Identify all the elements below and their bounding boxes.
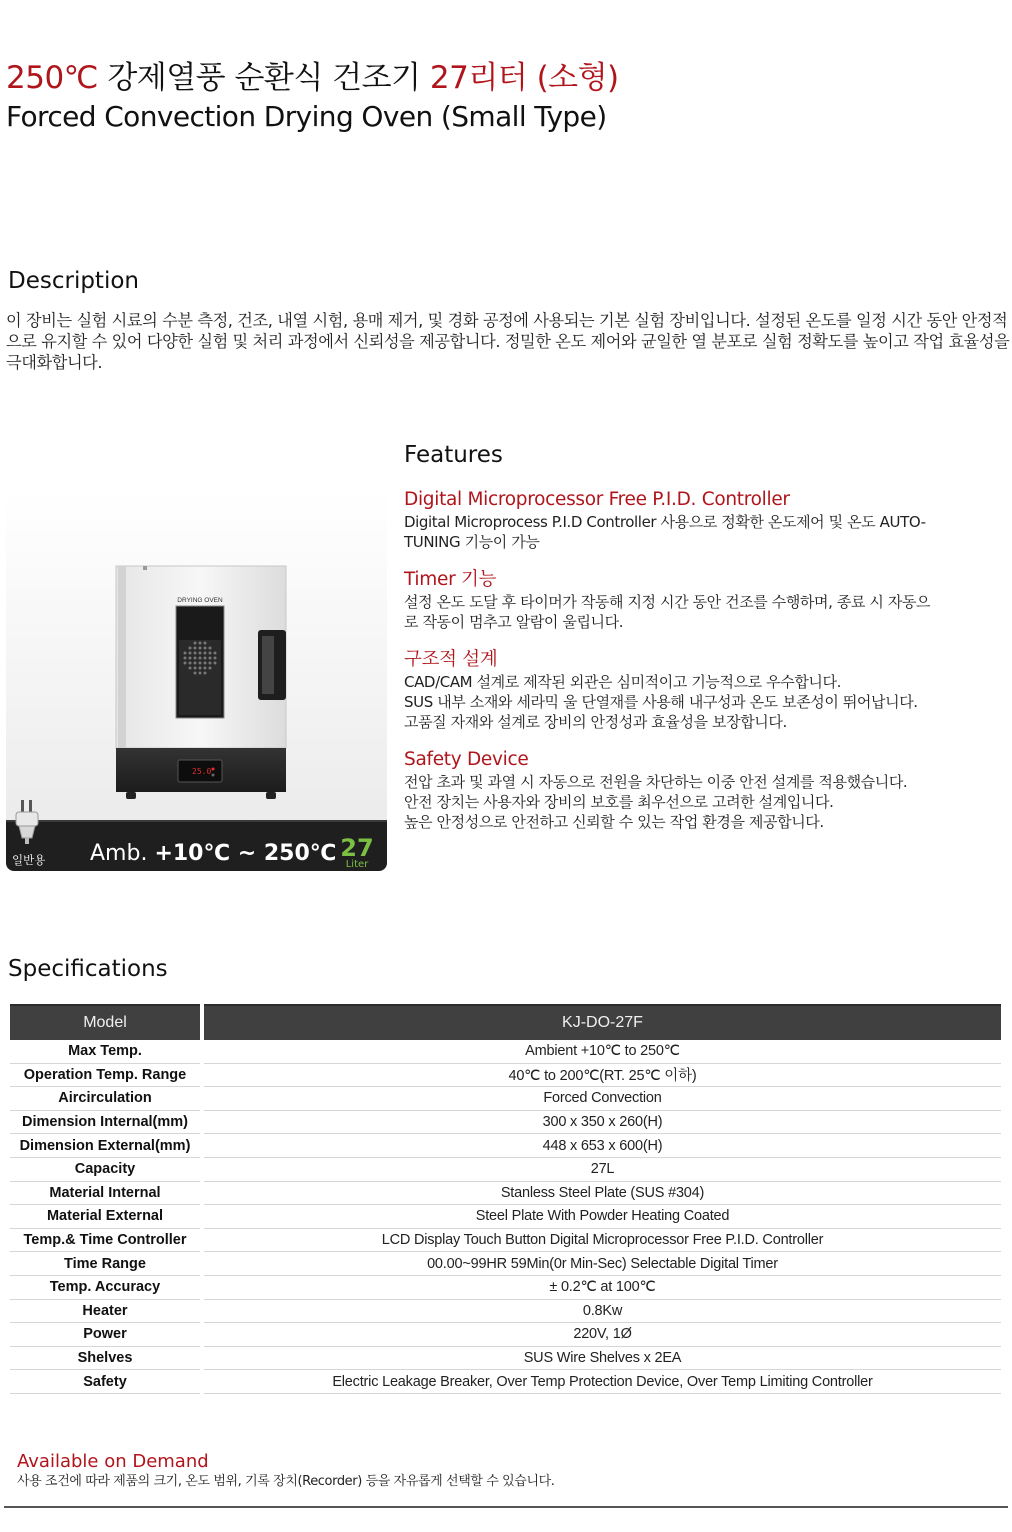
window-dot [199, 662, 202, 665]
window-dot [209, 657, 212, 660]
window-dot [184, 657, 187, 660]
oven-label: DRYING OVEN [177, 597, 223, 604]
spec-value: LCD Display Touch Button Digital Microprocessor Free P.I.D. Controller [204, 1229, 1001, 1253]
window-dot [194, 657, 197, 660]
spec-value: 00.00~99HR 59Min(0r Min-Sec) Selectable Digital Timer [204, 1252, 1001, 1276]
feature-title: 구조적 설계 [404, 649, 498, 670]
specifications-heading: Specifications [8, 956, 168, 982]
feature-line: SUS 내부 소재와 세라믹 울 단열재를 사용해 내구성과 온도 보존성이 뛰어납니다. [404, 693, 918, 711]
window-dot [194, 652, 197, 655]
feature-line: Digital Microprocess P.I.D Controller 사용으로 정확한 온도제어 및 온도 AUTO- [404, 513, 926, 531]
table-row [10, 1300, 1001, 1324]
page-title-korean [6, 56, 619, 100]
window-dot [204, 657, 207, 660]
temp-range-prefix: Amb. [90, 841, 155, 866]
window-dot [194, 642, 197, 645]
feature-title: Safety Device [404, 749, 529, 770]
spec-label: Operation Temp. Range [10, 1064, 200, 1088]
window-dot [194, 647, 197, 650]
spec-value: 40℃ to 200℃(RT. 25℃ 이하) [204, 1064, 1001, 1088]
spec-value: Ambient +10℃ to 250℃ [204, 1040, 1001, 1064]
spec-value: 0.8Kw [204, 1300, 1001, 1324]
window-dot [199, 647, 202, 650]
table-row [10, 1252, 1001, 1276]
table-row [10, 1064, 1001, 1088]
window-dot [214, 662, 217, 665]
spec-label: Temp.& Time Controller [10, 1229, 200, 1253]
spec-value: 448 x 653 x 600(H) [204, 1134, 1001, 1158]
window-dot [204, 647, 207, 650]
window-dot [214, 652, 217, 655]
window-dot [199, 672, 202, 675]
window-dot [199, 657, 202, 660]
feature-item [404, 748, 1004, 832]
table-row [10, 1087, 1001, 1111]
window-dot [199, 667, 202, 670]
table-header-row [10, 1004, 1001, 1040]
window-dot [189, 652, 192, 655]
window-dot [194, 662, 197, 665]
spec-value: 220V, 1Ø [204, 1323, 1001, 1347]
description-heading: Description [8, 268, 139, 294]
window-dot [194, 672, 197, 675]
window-dot [199, 642, 202, 645]
window-dot [194, 667, 197, 670]
window-dot [209, 662, 212, 665]
feature-item [404, 648, 1004, 732]
spec-label: Material External [10, 1205, 200, 1229]
feature-line: 설정 온도 도달 후 타이머가 작동해 지정 시간 동안 건조를 수행하며, 종료 시 자동으 [404, 593, 931, 611]
spec-label: Safety [10, 1370, 200, 1394]
feature-line: CAD/CAM 설계로 제작된 외관은 심미적이고 기능적으로 우수합니다. [404, 673, 841, 691]
spec-label: Capacity [10, 1158, 200, 1182]
table-row [10, 1158, 1001, 1182]
temp-range-text [90, 841, 336, 866]
feature-line: TUNING 기능이 가능 [404, 533, 540, 551]
feature-title: Timer 기능 [404, 569, 497, 590]
feature-line: 안전 장치는 사용자와 장비의 보호를 최우선으로 고려한 설계입니다. [404, 793, 834, 811]
table-row [10, 1205, 1001, 1229]
title-main: 강제열풍 순환식 건조기 [97, 60, 430, 96]
capacity-unit: Liter [345, 859, 369, 870]
feature-line: 로 작동이 멈추고 알람이 울립니다. [404, 613, 624, 631]
table-row [10, 1040, 1001, 1064]
feature-line: 전압 초과 및 과열 시 자동으로 전원을 차단하는 이중 안전 설계를 적용했습니다. [404, 773, 908, 791]
spec-label: Material Internal [10, 1182, 200, 1206]
window-dot [209, 647, 212, 650]
window-dot [204, 642, 207, 645]
spec-value: 27L [204, 1158, 1001, 1182]
window-dot [204, 662, 207, 665]
table-row [10, 1323, 1001, 1347]
spec-value: 300 x 350 x 260(H) [204, 1111, 1001, 1135]
spec-label: Power [10, 1323, 200, 1347]
features-heading: Features [404, 442, 503, 468]
table-row [10, 1111, 1001, 1135]
window-dot [204, 667, 207, 670]
window-dot [189, 657, 192, 660]
specifications-table [10, 1004, 1001, 1394]
spec-label: Temp. Accuracy [10, 1276, 200, 1300]
bottom-divider [4, 1506, 1008, 1508]
available-text: 사용 조건에 따라 제품의 크기, 온도 범위, 기록 장치(Recorder) 등을 자유롭게 선택할 수 있습니다. [17, 1474, 555, 1489]
window-dot [199, 652, 202, 655]
capacity-number: 27 [340, 834, 374, 862]
feature-line: 고품질 자재와 설계로 장비의 안정성과 효율성을 보장합니다. [404, 713, 787, 731]
window-dot [209, 652, 212, 655]
table-row [10, 1182, 1001, 1206]
window-dot [209, 667, 212, 670]
spec-label: Heater [10, 1300, 200, 1324]
window-dot [189, 662, 192, 665]
oven-display-text: 25.0 [192, 767, 212, 776]
spec-label: Dimension Internal(mm) [10, 1111, 200, 1135]
feature-item [404, 488, 1004, 552]
spec-value: Steel Plate With Powder Heating Coated [204, 1205, 1001, 1229]
spec-label: Aircirculation [10, 1087, 200, 1111]
table-row [10, 1276, 1001, 1300]
description-text: 이 장비는 실험 시료의 수분 측정, 건조, 내열 시험, 용매 제거, 및 경화 공정에 사용되는 기본 실험 장비입니다. 설정된 온도를 일정 시간 동안 안정적으로 유지할 수 있어 다양한 실험 및 처리 과정에서 신뢰성을 제공합니다. 정밀한 온도 제어와 균일한 열 분포로 실험 정확도를 높이고 작업 효율성을 극대화합니다. [6, 311, 1010, 372]
window-dot [204, 652, 207, 655]
spec-label: Shelves [10, 1347, 200, 1371]
window-dot [204, 672, 207, 675]
window-dot [184, 652, 187, 655]
window-dot [189, 667, 192, 670]
model-header-value: KJ-DO-27F [204, 1004, 1001, 1040]
title-capacity: 27리터 (소형) [429, 60, 619, 96]
page-title-english: Forced Convection Drying Oven (Small Type) [6, 100, 607, 133]
spec-value: SUS Wire Shelves x 2EA [204, 1347, 1001, 1371]
title-temp: 250℃ [6, 60, 98, 96]
feature-line: 높은 안정성으로 안전하고 신뢰할 수 있는 작업 환경을 제공합니다. [404, 813, 824, 831]
feature-title: Digital Microprocessor Free P.I.D. Controller [404, 489, 790, 510]
table-row [10, 1370, 1001, 1394]
window-dot [189, 647, 192, 650]
product-image [6, 490, 387, 871]
spec-value: Stanless Steel Plate (SUS #304) [204, 1182, 1001, 1206]
window-dot [184, 662, 187, 665]
spec-value: Electric Leakage Breaker, Over Temp Protection Device, Over Temp Limiting Controller [204, 1370, 1001, 1394]
spec-value: ± 0.2℃ at 100℃ [204, 1276, 1001, 1300]
spec-value: Forced Convection [204, 1087, 1001, 1111]
window-dot [214, 657, 217, 660]
table-row [10, 1134, 1001, 1158]
spec-label: Dimension External(mm) [10, 1134, 200, 1158]
usage-badge: 일반용 [12, 853, 46, 867]
temp-range-value: +10℃ ~ 250℃ [154, 841, 337, 866]
feature-item [404, 568, 1004, 632]
available-title: Available on Demand [17, 1451, 209, 1472]
model-header-label: Model [10, 1004, 200, 1040]
spec-label: Max Temp. [10, 1040, 200, 1064]
table-row [10, 1229, 1001, 1253]
features-list [404, 488, 1004, 848]
table-row [10, 1347, 1001, 1371]
spec-label: Time Range [10, 1252, 200, 1276]
